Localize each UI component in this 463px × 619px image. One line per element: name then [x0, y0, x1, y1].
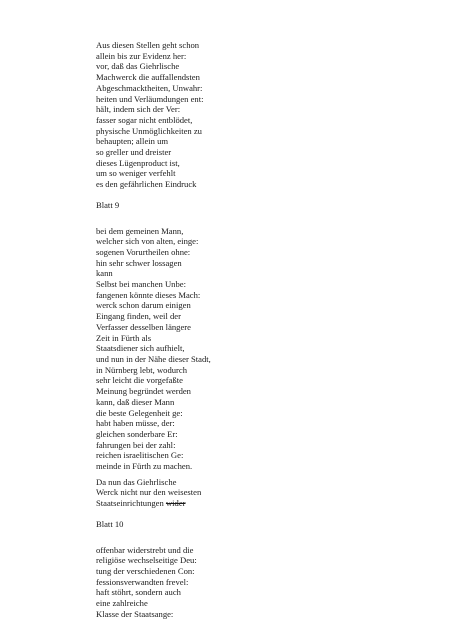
text-line: dieses Lügenproduct ist,: [96, 157, 180, 168]
text-line: fasser sogar nicht entblödet,: [96, 114, 193, 125]
paragraph-4: [96, 545, 426, 619]
text-line: Da nun das Giehrlische: [96, 476, 177, 487]
text-line: reichen israelitischen Ge:: [96, 450, 184, 461]
text-line: und nun in der Nähe dieser Stadt,: [96, 353, 211, 364]
text-line: vor, daß das Giehrlische: [96, 61, 180, 72]
document-page: [96, 40, 426, 619]
paragraph-2: [96, 226, 426, 472]
text-line: in Nürnberg lebt, wodurch: [96, 364, 188, 375]
text-line: gleichen sonderbare Er:: [96, 428, 178, 439]
text-line: [96, 498, 426, 509]
text-line: fessionsverwandten frevel:: [96, 576, 189, 587]
text-line: fangenen könnte dieses Mach:: [96, 289, 201, 300]
paragraph-3: [96, 477, 426, 509]
text-line: bei dem gemeinen Mann,: [96, 225, 184, 236]
text-line: Eingang finden, weil der: [96, 311, 181, 322]
text-line: fahrungen bei der zahl:: [96, 439, 176, 450]
text-line: eine zahlreiche: [96, 598, 148, 609]
text-line: Machwerck die auffallendsten: [96, 72, 200, 83]
text-line: heiten und Verläumdungen ent:: [96, 93, 204, 104]
text-fragment: Staatseinrichtungen: [96, 498, 166, 509]
text-line: Meinung begründet werden: [96, 386, 191, 397]
sheet-heading-blatt-9: Blatt 9: [96, 199, 120, 210]
text-line: sehr leicht die vorgefaßte: [96, 375, 183, 386]
text-line: Klasse der Staatsange:: [96, 608, 174, 619]
text-line: behaupten; allein um: [96, 136, 169, 147]
text-line: die beste Gelegenheit ge:: [96, 407, 183, 418]
text-line: physische Unmöglichkeiten zu: [96, 125, 202, 136]
text-line: haft stöhrt, sondern auch: [96, 587, 181, 598]
text-line: sogenen Vorurtheilen ohne:: [96, 246, 191, 257]
text-line: welcher sich von alten, einge:: [96, 236, 199, 247]
text-line: allein bis zur Evidenz her:: [96, 50, 187, 61]
text-line: offenbar widerstrebt und die: [96, 544, 194, 555]
text-line: Selbst bei manchen Unbe:: [96, 279, 186, 290]
text-line: es den gefährlichen Eindruck: [96, 179, 197, 190]
text-line: religiöse wechselseitige Deu:: [96, 555, 197, 566]
text-line: Verfasser desselben längere: [96, 321, 191, 332]
text-line: um so weniger verfehlt: [96, 168, 176, 179]
text-line: hält, indem sich der Ver:: [96, 104, 181, 115]
text-line: kann: [96, 268, 113, 279]
sheet-heading-blatt-10: Blatt 10: [96, 518, 124, 529]
text-line: Staatsdiener sich aufhielt,: [96, 343, 185, 354]
text-line: Werck nicht nur den weisesten: [96, 487, 202, 498]
text-line: so greller und dreister: [96, 147, 172, 158]
text-line: werck schon darum einigen: [96, 300, 191, 311]
text-line: habt haben müsse, der:: [96, 418, 175, 429]
text-line: tung der verschiedenen Con:: [96, 565, 195, 576]
text-line: Abgeschmacktheiten, Unwahr:: [96, 82, 203, 93]
paragraph-1: [96, 40, 426, 190]
text-line: kann, daß dieser Mann: [96, 396, 175, 407]
struck-word: wider: [165, 498, 186, 509]
text-line: Aus diesen Stellen geht schon: [96, 40, 200, 50]
text-line: Zeit in Fürth als: [96, 332, 152, 343]
text-line: meinde in Fürth zu machen.: [96, 461, 193, 472]
text-line: hin sehr schwer lossagen: [96, 257, 182, 268]
